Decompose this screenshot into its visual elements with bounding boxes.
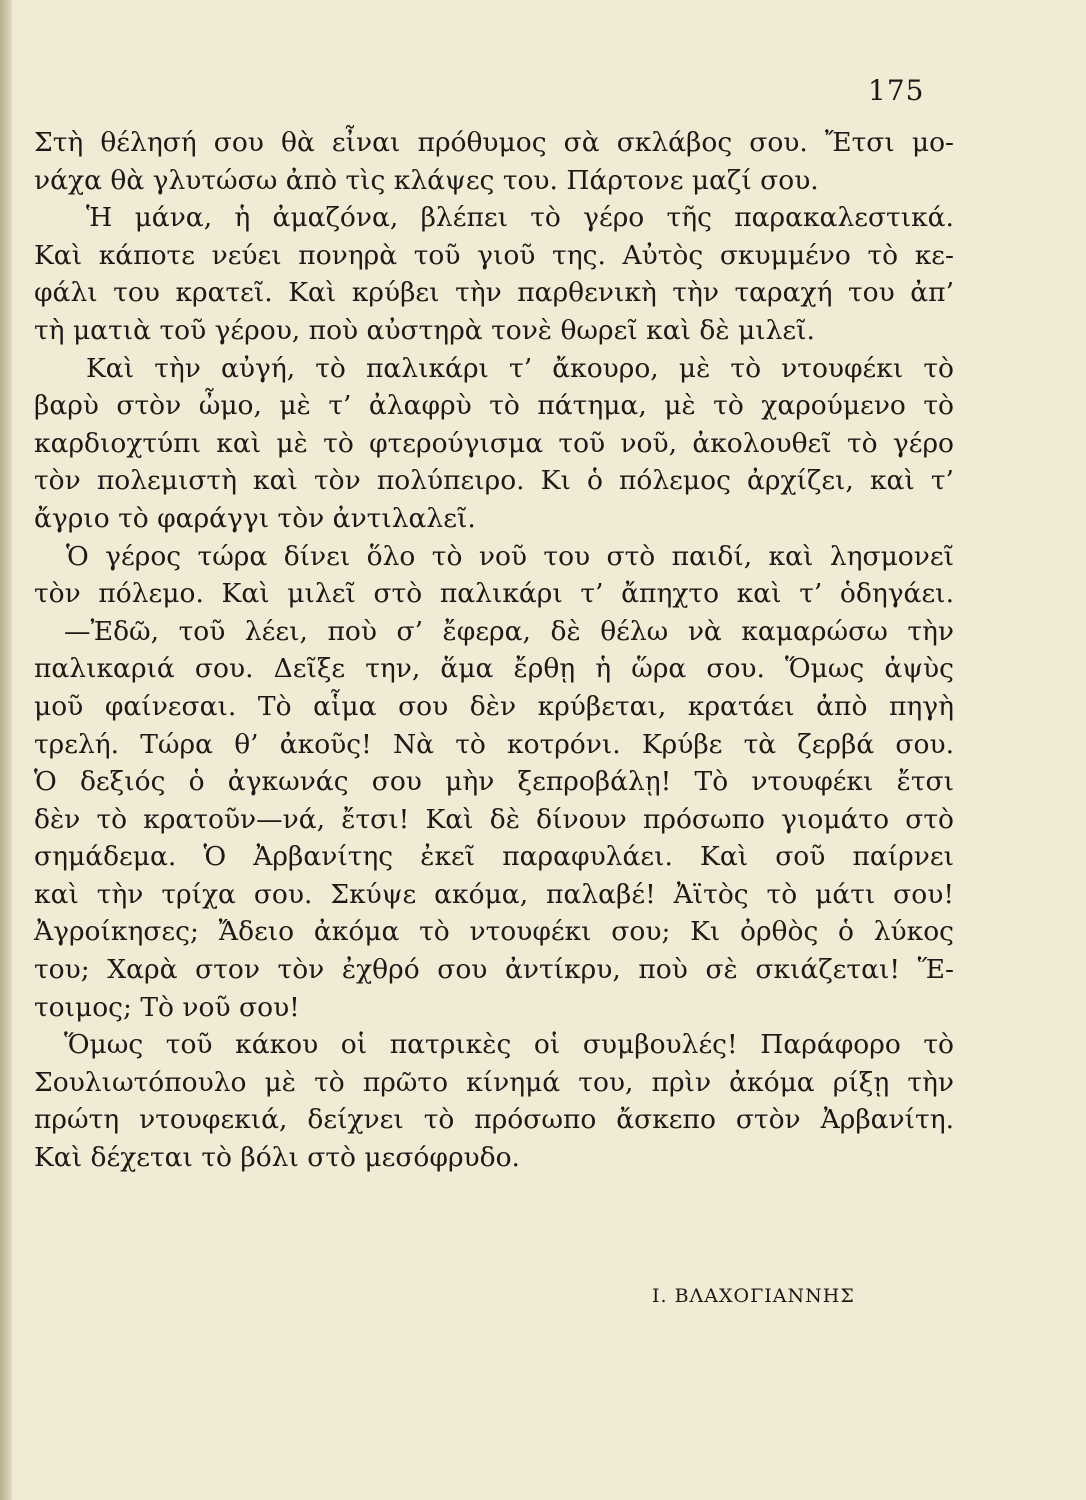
page-number: 175	[868, 74, 925, 107]
text-line: ἄγριο τὸ φαράγγι τὸν ἀντιλαλεῖ.	[34, 502, 476, 534]
text-line: νάχα θὰ γλυτώσω ἀπὸ τὶς κλάψες του. Πάρτονε μαζί σου.	[34, 164, 819, 196]
text-line: του; Χαρὰ στον τὸν ἐχθρό σου ἀντίκρυ, ποὺ σὲ σκιάζεται! Ἕ-	[34, 954, 954, 986]
text-line: Ὁ δεξιός ὁ ἀγκωνάς σου μὴν ξεπροβάλῃ! Τὸ ντουφέκι ἔτσι	[34, 766, 954, 798]
text-line: σημάδεμα. Ὁ Ἀρβανίτης ἐκεῖ παραφυλάει. Καὶ σοῦ παίρνει	[34, 841, 954, 873]
text-line: τρελή. Τώρα θ’ ἀκοῦς! Νὰ τὸ κοτρόνι. Κρύβε τὰ ζερβά σου.	[34, 728, 954, 760]
text-line: Καὶ κάποτε νεύει πονηρὰ τοῦ γιοῦ της. Αὐτὸς σκυμμένο τὸ κε-	[34, 239, 954, 271]
text-line: Ἡ μάνα, ἡ ἀμαζόνα, βλέπει τὸ γέρο τῆς παρακαλεστικά.	[86, 202, 954, 234]
text-line: φάλι του κρατεῖ. Καὶ κρύβει τὴν παρθενικὴ τὴν ταραχή του ἀπ’	[34, 277, 954, 309]
text-line: Στὴ θέλησή σου θὰ εἶναι πρόθυμος σὰ σκλάβος σου. Ἔτσι μο-	[34, 127, 954, 158]
text-line: τὴ ματιὰ τοῦ γέρου, ποὺ αὐστηρὰ τονὲ θωρεῖ καὶ δὲ μιλεῖ.	[34, 314, 815, 346]
text-line: Καὶ τὴν αὐγή, τὸ παλικάρι τ’ ἄκουρο, μὲ τὸ ντουφέκι τὸ	[86, 352, 954, 384]
text-line: τὸν πολεμιστὴ καὶ τὸν πολύπειρο. Κι ὁ πόλεμος ἀρχίζει, καὶ τ’	[34, 465, 954, 497]
text-line: βαρὺ στὸν ὦμο, μὲ τ’ ἀλαφρὺ τὸ πάτημα, μὲ τὸ χαρούμενο τὸ	[34, 390, 954, 422]
text-line: Σουλιωτόπουλο μὲ τὸ πρῶτο κίνημά του, πρὶν ἀκόμα ρίξῃ τὴν	[34, 1066, 954, 1098]
text-line: καρδιοχτύπι καὶ μὲ τὸ φτερούγισμα τοῦ νοῦ, ἀκολουθεῖ τὸ γέρο	[34, 427, 954, 459]
text-line: Ὁ γέρος τώρα δίνει ὅλο τὸ νοῦ του στὸ παιδί, καὶ λησμονεῖ	[66, 540, 954, 572]
author-signature: Ι. ΒΛΑΧΟΓΙΑΝΝΗΣ	[652, 1285, 855, 1307]
book-spine-edge	[0, 0, 12, 1500]
text-line: —Ἐδῶ, τοῦ λέει, ποὺ σ’ ἔφερα, δὲ θέλω νὰ καμαρώσω τὴν	[64, 615, 954, 647]
text-line: καὶ τὴν τρίχα σου. Σκύψε ακόμα, παλαβέ! Ἀϊτὸς τὸ μάτι σου!	[34, 878, 954, 910]
text-line: τὸν πόλεμο. Καὶ μιλεῖ στὸ παλικάρι τ’ ἄπηχτο καὶ τ’ ὁδηγάει.	[34, 578, 954, 610]
text-line: Καὶ δέχεται τὸ βόλι στὸ μεσόφρυδο.	[34, 1142, 520, 1174]
text-line: τοιμος; Τὸ νοῦ σου!	[34, 991, 300, 1023]
text-line: Ὅμως τοῦ κάκου οἱ πατρικὲς οἱ συμβουλές! Παράφορο τὸ	[64, 1029, 954, 1061]
body-text	[18, 124, 954, 1177]
text-line: δὲν τὸ κρατοῦν—νά, ἔτσι! Καὶ δὲ δίνουν πρόσωπο γιομάτο στὸ	[34, 803, 954, 835]
text-line: πρώτη ντουφεκιά, δείχνει τὸ πρόσωπο ἄσκεπο στὸν Ἀρβανίτη.	[34, 1104, 954, 1136]
text-line: παλικαριά σου. Δεῖξε την, ἅμα ἔρθῃ ἡ ὥρα σου. Ὅμως ἀψὺς	[34, 653, 954, 685]
text-line: μοῦ φαίνεσαι. Τὸ αἷμα σου δὲν κρύβεται, κρατάει ἀπὸ πηγὴ	[34, 690, 954, 722]
text-line: Ἀγροίκησες; Ἄδειο ἀκόμα τὸ ντουφέκι σου; Κι ὀρθὸς ὁ λύκος	[34, 916, 954, 948]
